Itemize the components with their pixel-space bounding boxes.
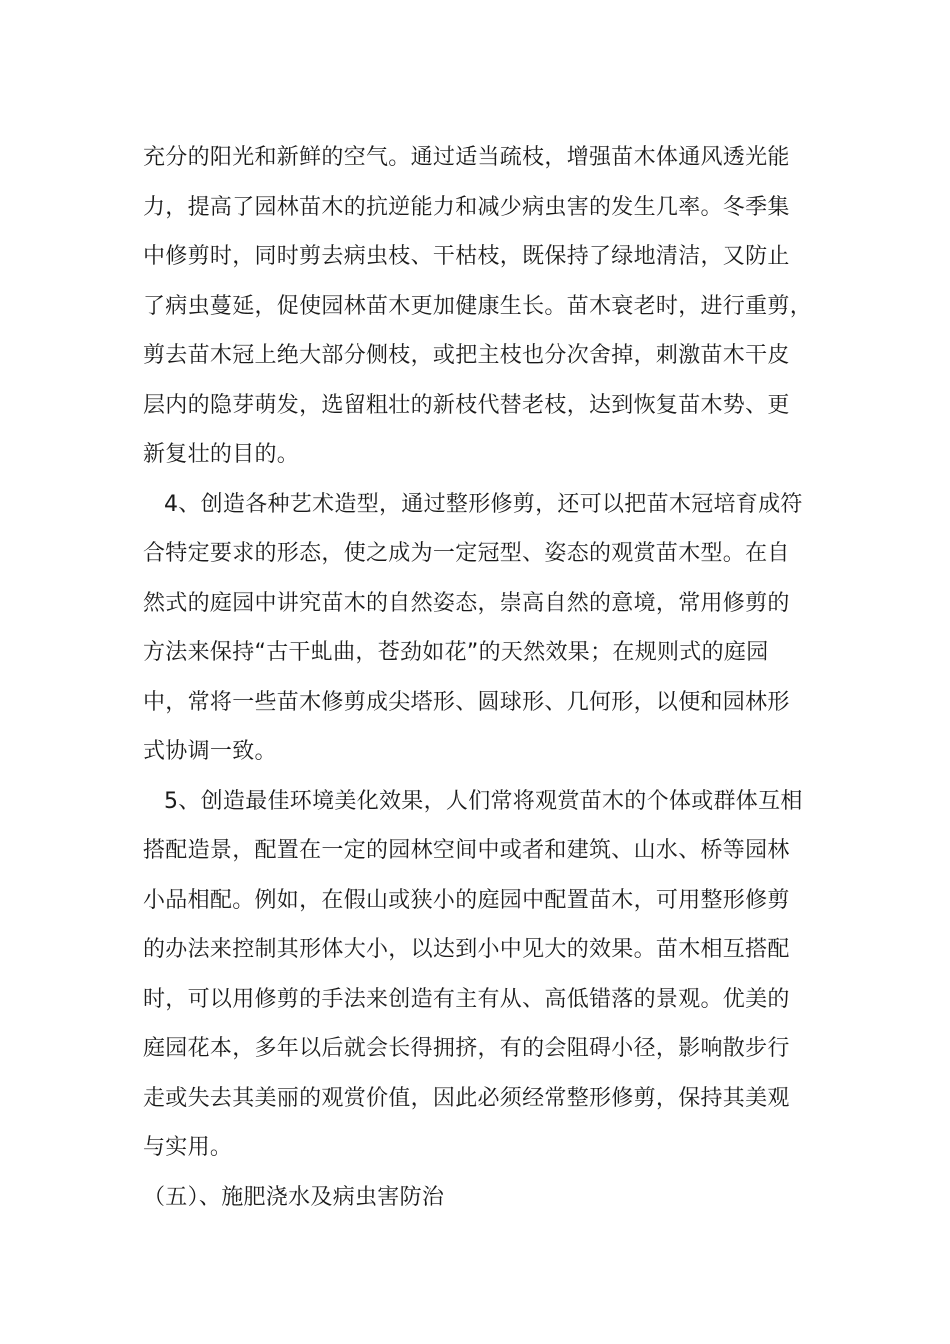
text-line: 合特定要求的形态，使之成为一定冠型、姿态的观赏苗木型。在自 <box>143 541 790 566</box>
text-line: 搭配造景，配置在一定的园林空间中或者和建筑、山水、桥等园林 <box>143 838 790 863</box>
text-line: 层内的隐芽萌发，选留粗壮的新枝代替老枝，达到恢复苗木势、更 <box>143 392 790 418</box>
text-line: 然式的庭园中讲究苗木的自然姿态，崇高自然的意境，常用修剪的 <box>143 590 790 616</box>
text-line: 了病虫蔓延，促使园林苗木更加健康生长。苗木衰老时，进行重剪， <box>143 293 813 319</box>
text-line: 与实用。 <box>143 1135 233 1160</box>
text-line: 力，提高了园林苗木的抗逆能力和减少病虫害的发生几率。冬季集 <box>143 194 790 220</box>
text-line: 式协调一致。 <box>143 739 277 764</box>
text-line: 中，常将一些苗木修剪成尖塔形、圆球形、几何形，以便和园林形 <box>143 689 790 715</box>
section-heading: （五）、施肥浇水及病虫害防治 <box>143 1184 445 1210</box>
text-line: 走或失去其美丽的观赏价值，因此必须经常整形修剪，保持其美观 <box>143 1085 790 1111</box>
text-line: 的办法来控制其形体大小，以达到小中见大的效果。苗木相互搭配 <box>143 937 790 962</box>
text-line: 4、创造各种艺术造型，通过整形修剪，还可以把苗木冠培育成符 <box>164 491 803 517</box>
text-line: 方法来保持“古干虬曲，苍劲如花”的天然效果；在规则式的庭园 <box>143 640 769 665</box>
text-line: 庭园花本，多年以后就会长得拥挤，有的会阻碍小径，影响散步行 <box>143 1036 790 1061</box>
document-body <box>143 133 828 1222</box>
text-line: 5、创造最佳环境美化效果，人们常将观赏苗木的个体或群体互相 <box>164 788 803 814</box>
text-line: 新复壮的目的。 <box>143 442 300 467</box>
text-line: 充分的阳光和新鲜的空气。通过适当疏枝，增强苗木体通风透光能 <box>143 145 790 170</box>
text-line: 时，可以用修剪的手法来创造有主有从、高低错落的景观。优美的 <box>143 986 790 1012</box>
text-line: 小品相配。例如，在假山或狭小的庭园中配置苗木，可用整形修剪 <box>143 887 790 913</box>
text-line: 中修剪时，同时剪去病虫枝、干枯枝，既保持了绿地清洁，又防止 <box>143 244 790 269</box>
text-line: 剪去苗木冠上绝大部分侧枝，或把主枝也分次舍掉，刺激苗木干皮 <box>143 343 790 368</box>
